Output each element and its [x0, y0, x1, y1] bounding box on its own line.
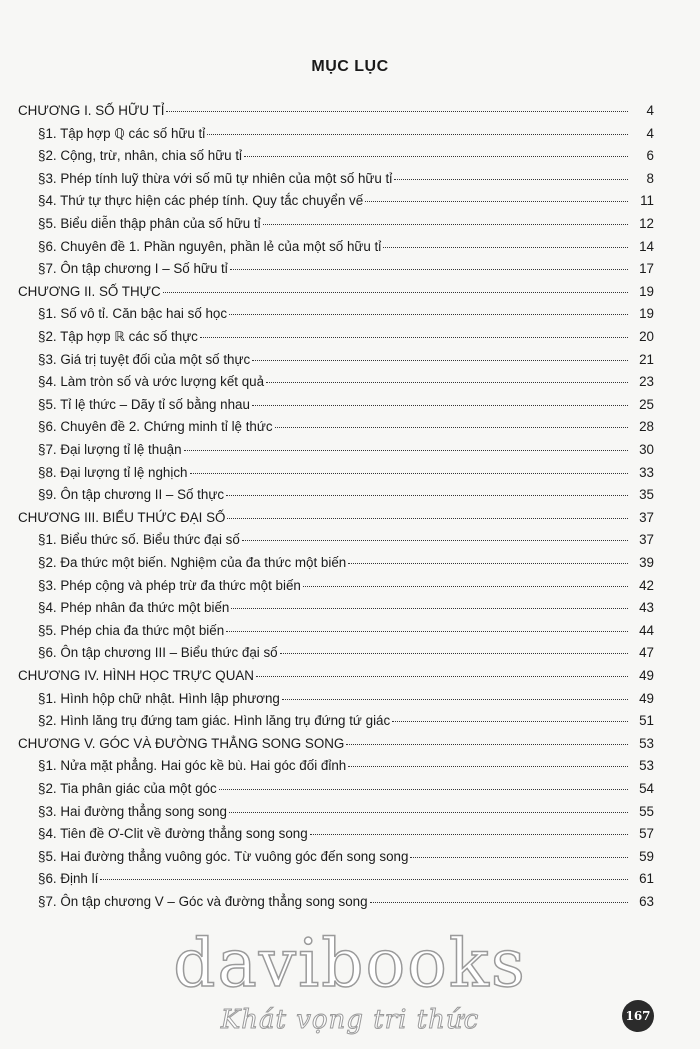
toc-section-row: [38, 600, 654, 623]
toc-entry-label: §5. Phép chia đa thức một biến: [38, 622, 225, 638]
toc-section-row: [38, 306, 654, 329]
toc-entry-label: §2. Đa thức một biến. Nghiệm của đa thức một biến: [38, 555, 347, 570]
toc-entry-label: §3. Hai đường thẳng song song: [38, 803, 227, 819]
toc-chapter-row: [18, 103, 654, 126]
dot-leader: [230, 269, 628, 270]
toc-page-number: 4: [646, 103, 654, 118]
toc-page-number: 37: [639, 509, 654, 525]
dot-leader: [383, 247, 628, 248]
toc-chapter-row: [18, 510, 654, 533]
toc-entry-label: §5. Hai đường thẳng vuông góc. Từ vuông góc đến song song: [38, 848, 409, 864]
toc-section-row: [38, 555, 654, 578]
dot-leader: [256, 676, 628, 677]
toc-page-number: 23: [639, 374, 654, 390]
toc-entry-label: §2. Hình lăng trụ đứng tam giác. Hình lăng trụ đứng tứ giác: [38, 713, 391, 729]
dot-leader: [252, 405, 628, 406]
dot-leader: [229, 812, 628, 813]
dot-leader: [303, 586, 628, 587]
toc-entry-label: §5. Tỉ lệ thức – Dãy tỉ số bằng nhau: [38, 396, 250, 412]
toc-section-row: [38, 781, 654, 804]
toc-section-row: [38, 171, 654, 194]
toc-entry-label: §6. Chuyên đề 1. Phần nguyên, phần lẻ của một số hữu tỉ: [38, 238, 382, 254]
dot-leader: [370, 902, 628, 903]
toc-section-row: [38, 623, 654, 646]
toc-section-row: [38, 419, 654, 442]
dot-leader: [226, 631, 628, 632]
dot-leader: [207, 134, 628, 135]
dot-leader: [365, 201, 628, 202]
toc-page-number: 49: [639, 668, 654, 683]
toc-entry-label: §4. Làm tròn số và ước lượng kết quả: [38, 374, 265, 390]
dot-leader: [190, 473, 628, 474]
toc-entry-label: §7. Đại lượng tỉ lệ thuận: [38, 442, 182, 457]
dot-leader: [229, 314, 628, 315]
dot-leader: [244, 156, 628, 157]
dot-leader: [200, 337, 628, 338]
toc-section-row: [38, 352, 654, 375]
toc-page-number: 47: [639, 645, 654, 661]
dot-leader: [310, 834, 628, 835]
toc-page-number: 39: [639, 555, 654, 570]
toc-entry-label: §3. Phép cộng và phép trừ đa thức một biến: [38, 577, 301, 593]
toc-page-number: 25: [639, 396, 654, 412]
toc-page-number: 54: [639, 781, 654, 796]
toc-section-row: [38, 826, 654, 849]
toc-chapter-row: [18, 736, 654, 759]
toc-page-number: 12: [639, 216, 654, 231]
dot-leader: [394, 179, 628, 180]
toc-page-number: 49: [639, 690, 654, 706]
toc-entry-label: §2. Cộng, trừ, nhân, chia số hữu tỉ: [38, 148, 243, 164]
toc-page-number: 44: [639, 622, 654, 638]
toc-section-row: [38, 691, 654, 714]
dot-leader: [163, 292, 628, 293]
toc-entry-label: §4. Thứ tự thực hiện các phép tính. Quy tắc chuyển vế: [38, 193, 364, 209]
toc-page-number: 55: [639, 803, 654, 819]
toc-entry-label: §4. Phép nhân đa thức một biến: [38, 600, 230, 616]
dot-leader: [266, 382, 628, 383]
toc-section-row: [38, 758, 654, 781]
toc-entry-label: §1. Số vô tỉ. Căn bậc hai số học: [38, 306, 228, 322]
toc-page-number: 8: [646, 170, 654, 186]
toc-page-number: 14: [639, 238, 654, 254]
dot-leader: [282, 699, 628, 700]
toc-page-number: 35: [639, 487, 654, 503]
toc-section-row: [38, 374, 654, 397]
toc-entry-label: §8. Đại lượng tỉ lệ nghịch: [38, 464, 188, 480]
dot-leader: [392, 721, 628, 722]
toc-entry-label: §6. Chuyên đề 2. Chứng minh tỉ lệ thức: [38, 419, 273, 435]
toc-entry-label: CHƯƠNG I. SỐ HỮU TỈ: [18, 103, 165, 118]
toc-chapter-row: [18, 284, 654, 307]
toc-section-row: [38, 193, 654, 216]
toc-page-number: 17: [639, 261, 654, 277]
toc-page-number: 42: [639, 577, 654, 593]
toc-page-number: 6: [646, 148, 654, 164]
dot-leader: [231, 608, 628, 609]
toc-section-row: [38, 645, 654, 668]
watermark-tagline: Khát vọng tri thức: [220, 1005, 480, 1035]
toc-entry-label: §3. Phép tính luỹ thừa với số mũ tự nhiên của một số hữu tỉ: [38, 170, 393, 186]
dot-leader: [227, 518, 628, 519]
dot-leader: [280, 653, 628, 654]
toc-chapter-row: [18, 668, 654, 691]
toc-page-number: 51: [639, 713, 654, 729]
toc-entry-label: §4. Tiên đề Ơ-Clit về đường thẳng song song: [38, 826, 308, 842]
toc-entry-label: §1. Hình hộp chữ nhật. Hình lập phương: [38, 690, 280, 706]
toc-entry-label: §2. Tia phân giác của một góc: [38, 781, 217, 796]
toc-section-row: [38, 894, 654, 917]
watermark-brand: davibooks: [173, 925, 527, 1002]
dot-leader: [263, 224, 628, 225]
toc-page-number: 28: [639, 419, 654, 435]
page-title: MỤC LỤC: [311, 58, 389, 75]
toc-page-number: 4: [646, 125, 654, 141]
toc-page-number: 59: [639, 848, 654, 864]
toc-section-row: [38, 216, 654, 239]
toc-page-number: 33: [639, 464, 654, 480]
toc-page-number: 63: [639, 894, 654, 909]
toc-page-number: 21: [639, 351, 654, 367]
toc-entry-label: CHƯƠNG III. BIỂU THỨC ĐẠI SỐ: [18, 509, 226, 525]
toc-entry-label: §6. Định lí: [38, 871, 99, 887]
toc-entry-label: §2. Tập hợp ℝ các số thực: [38, 329, 198, 344]
toc-section-row: [38, 397, 654, 420]
toc-entry-label: §1. Biểu thức số. Biểu thức đại số: [38, 532, 240, 548]
toc-section-row: [38, 804, 654, 827]
toc-section-row: [38, 329, 654, 352]
toc-entry-label: §5. Biểu diễn thập phân của số hữu tỉ: [38, 216, 261, 231]
toc-entry-label: CHƯƠNG V. GÓC VÀ ĐƯỜNG THẲNG SONG SONG: [18, 735, 345, 751]
dot-leader: [100, 879, 628, 880]
toc-entry-label: CHƯƠNG II. SỐ THỰC: [18, 283, 161, 299]
toc-page-number: 57: [639, 826, 654, 842]
toc-section-row: [38, 532, 654, 555]
toc-entry-label: CHƯƠNG IV. HÌNH HỌC TRỰC QUAN: [18, 668, 254, 683]
toc-page-number: 11: [640, 193, 654, 209]
dot-leader: [410, 857, 628, 858]
toc-entry-label: §1. Nửa mặt phẳng. Hai góc kề bù. Hai góc đối đỉnh: [38, 758, 347, 774]
toc-section-row: [38, 849, 654, 872]
toc-section-row: [38, 261, 654, 284]
toc-page-number: 20: [639, 329, 654, 344]
toc-section-row: [38, 126, 654, 149]
toc-section-row: [38, 442, 654, 465]
dot-leader: [242, 540, 628, 541]
toc-section-row: [38, 578, 654, 601]
toc-entry-label: §9. Ôn tập chương II – Số thực: [38, 487, 225, 503]
toc-entry-label: §6. Ôn tập chương III – Biểu thức đại số: [38, 645, 278, 661]
toc-section-row: [38, 465, 654, 488]
toc-section-row: [38, 713, 654, 736]
toc-page-number: 53: [639, 758, 654, 774]
toc-entry-label: §7. Ôn tập chương V – Góc và đường thẳng song song: [38, 894, 368, 909]
dot-leader: [184, 450, 628, 451]
toc-page-number: 53: [639, 735, 654, 751]
dot-leader: [346, 744, 628, 745]
toc-page-number: 30: [639, 442, 654, 457]
toc-section-row: [38, 148, 654, 171]
toc-page-number: 19: [639, 306, 654, 322]
toc-entry-label: §3. Giá trị tuyệt đối của một số thực: [38, 351, 251, 367]
dot-leader: [348, 766, 628, 767]
toc-entry-label: §7. Ôn tập chương I – Số hữu tỉ: [38, 261, 228, 277]
toc-section-row: [38, 239, 654, 262]
toc-entry-label: §1. Tập hợp ℚ các số hữu tỉ: [38, 125, 206, 141]
toc-page-number: 19: [639, 283, 654, 299]
toc-page-number: 43: [639, 600, 654, 616]
dot-leader: [226, 495, 628, 496]
toc-section-row: [38, 487, 654, 510]
dot-leader: [166, 111, 628, 112]
dot-leader: [252, 360, 628, 361]
toc-page-number: 61: [639, 871, 654, 887]
dot-leader: [219, 789, 628, 790]
dot-leader: [348, 563, 628, 564]
toc-page-number: 37: [639, 532, 654, 548]
toc-section-row: [38, 871, 654, 894]
page-number-badge: 167: [622, 1000, 654, 1032]
dot-leader: [275, 427, 628, 428]
